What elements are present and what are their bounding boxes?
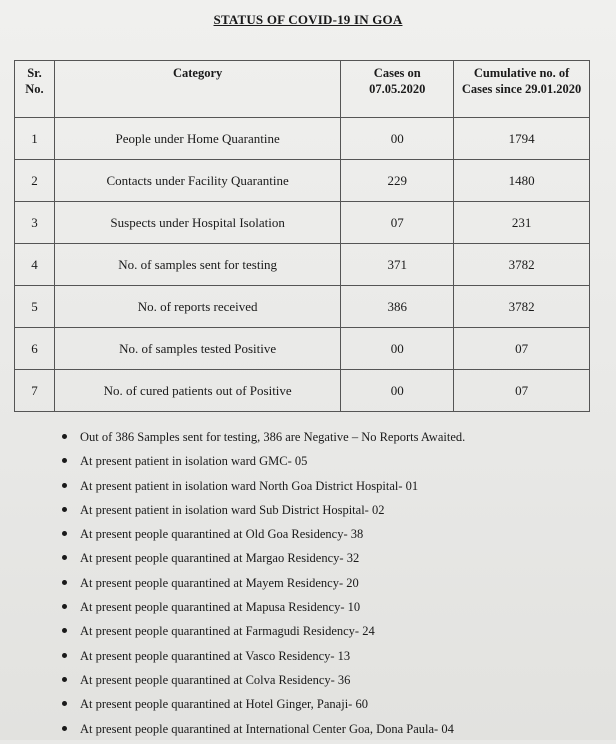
cell-cases-on: 386 — [341, 286, 454, 328]
bullet-icon — [62, 555, 67, 560]
table-row — [15, 328, 590, 370]
bullet-icon — [62, 701, 67, 706]
list-item-text: Out of 386 Samples sent for testing, 386 are Negative – No Reports Awaited. — [80, 430, 466, 444]
bullet-icon — [62, 434, 67, 439]
cell-cumulative: 231 — [454, 202, 590, 244]
header-category: Category — [54, 61, 340, 118]
list-item-text: At present people quarantined at Colva Residency- 36 — [80, 672, 351, 687]
bullet-icon — [62, 726, 67, 731]
cell-cumulative: 07 — [454, 328, 590, 370]
table-body — [15, 118, 590, 412]
covid-status-table — [14, 60, 590, 412]
notes-list — [60, 428, 610, 744]
list-item — [60, 647, 610, 671]
bullet-icon — [62, 507, 67, 512]
list-item — [60, 622, 610, 646]
list-item — [60, 671, 610, 695]
list-item-text: At present patient in isolation ward GMC- 05 — [80, 454, 308, 469]
header-sr-no: Sr. No. — [15, 61, 55, 118]
cell-sr-no: 7 — [15, 370, 55, 412]
cell-cases-on: 07 — [341, 202, 454, 244]
list-item — [60, 501, 610, 525]
cell-cumulative: 1794 — [454, 118, 590, 160]
page-title-text: STATUS OF COVID-19 IN GOA — [213, 12, 403, 27]
list-item-text: At present patient in isolation ward Sub District Hospital- 02 — [80, 502, 385, 517]
list-item-text: At present people quarantined at Farmagudi Residency- 24 — [80, 624, 375, 639]
bullet-icon — [62, 458, 67, 463]
cell-category: No. of reports received — [54, 286, 340, 328]
table-row — [15, 370, 590, 412]
list-item-text: At present people quarantined at Vasco Residency- 13 — [80, 648, 351, 663]
list-item — [60, 720, 610, 744]
list-item-text: At present people quarantined at International Center Goa, Dona Paula- 04 — [80, 721, 454, 736]
cell-cumulative: 3782 — [454, 244, 590, 286]
cell-cases-on: 229 — [341, 160, 454, 202]
bullet-icon — [62, 677, 67, 682]
page-title — [0, 12, 616, 28]
bullet-icon — [62, 483, 67, 488]
cell-category: Suspects under Hospital Isolation — [54, 202, 340, 244]
list-item — [60, 452, 610, 476]
table-header-row — [15, 61, 590, 118]
list-item — [60, 574, 610, 598]
list-item-text: At present people quarantined at Hotel Ginger, Panaji- 60 — [80, 697, 368, 712]
table-row — [15, 202, 590, 244]
header-cumulative: Cumulative no. of Cases since 29.01.2020 — [454, 61, 590, 118]
cell-category: No. of samples tested Positive — [54, 328, 340, 370]
table-row — [15, 160, 590, 202]
list-item-text: At present people quarantined at Mayem Residency- 20 — [80, 575, 359, 590]
cell-cumulative: 3782 — [454, 286, 590, 328]
bullet-icon — [62, 531, 67, 536]
cell-sr-no: 3 — [15, 202, 55, 244]
cell-sr-no: 2 — [15, 160, 55, 202]
list-item — [60, 549, 610, 573]
cell-cases-on: 00 — [341, 370, 454, 412]
cell-sr-no: 1 — [15, 118, 55, 160]
bullet-icon — [62, 653, 67, 658]
list-item — [60, 598, 610, 622]
cell-category: No. of cured patients out of Positive — [54, 370, 340, 412]
cell-sr-no: 4 — [15, 244, 55, 286]
cell-cases-on: 00 — [341, 118, 454, 160]
list-item — [60, 525, 610, 549]
cell-category: Contacts under Facility Quarantine — [54, 160, 340, 202]
cell-cumulative: 07 — [454, 370, 590, 412]
header-cases-on: Cases on 07.05.2020 — [341, 61, 454, 118]
table-row — [15, 244, 590, 286]
bullet-icon — [62, 628, 67, 633]
cell-cases-on: 00 — [341, 328, 454, 370]
list-item-text: At present patient in isolation ward North Goa District Hospital- 01 — [80, 478, 419, 493]
bullet-icon — [62, 604, 67, 609]
bullet-icon — [62, 580, 67, 585]
cell-cases-on: 371 — [341, 244, 454, 286]
list-item — [60, 477, 610, 501]
cell-category: People under Home Quarantine — [54, 118, 340, 160]
list-item-text: At present people quarantined at Old Goa Residency- 38 — [80, 527, 364, 542]
cell-cumulative: 1480 — [454, 160, 590, 202]
cell-category: No. of samples sent for testing — [54, 244, 340, 286]
list-item-text: At present people quarantined at Mapusa Residency- 10 — [80, 600, 361, 615]
list-item-text: At present people quarantined at Margao Residency- 32 — [80, 551, 360, 566]
list-item — [60, 695, 610, 719]
list-item — [60, 428, 610, 452]
cell-sr-no: 5 — [15, 286, 55, 328]
cell-sr-no: 6 — [15, 328, 55, 370]
table-row — [15, 286, 590, 328]
table-row — [15, 118, 590, 160]
